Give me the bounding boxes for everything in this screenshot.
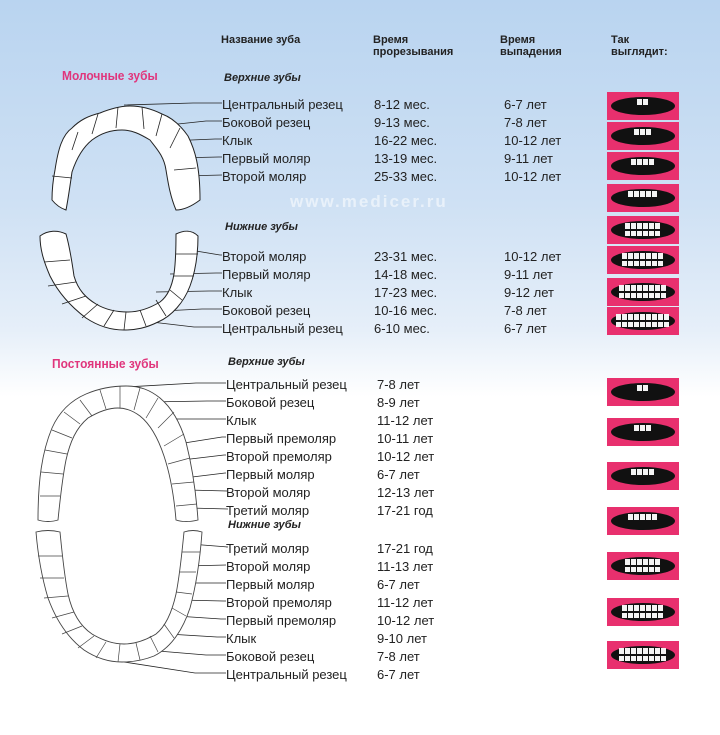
- section-title-primary: Молочные зубы: [62, 68, 158, 83]
- header-looks-like: Так выглядит:: [611, 34, 668, 58]
- loss-time: 6-7 лет: [504, 97, 547, 112]
- leader-line: [124, 662, 226, 673]
- eruption-time: 8-9 лет: [377, 395, 420, 410]
- eruption-time: 6-7 лет: [377, 577, 420, 592]
- primary-upper-arch: [52, 106, 200, 210]
- tooth-name: Клык: [222, 133, 253, 148]
- loss-time: 10-12 лет: [504, 133, 562, 148]
- loss-time: 10-12 лет: [504, 249, 562, 264]
- mouth-image: [607, 462, 679, 490]
- mouth-image: [607, 598, 679, 626]
- eruption-time: 23-31 мес.: [374, 249, 438, 264]
- eruption-time: 13-19 мес.: [374, 151, 438, 166]
- loss-time: 6-7 лет: [504, 321, 547, 336]
- mouth-image: [607, 246, 679, 274]
- tooth-name: Центральный резец: [226, 377, 347, 392]
- tooth-name: Первый премоляр: [226, 613, 337, 628]
- eruption-time: 6-7 лет: [377, 467, 420, 482]
- tooth-name: Клык: [222, 285, 253, 300]
- loss-time: 7-8 лет: [504, 115, 547, 130]
- loss-time: 9-11 лет: [504, 267, 554, 282]
- eruption-time: 17-21 год: [377, 541, 433, 556]
- leader-line: [156, 291, 222, 292]
- tooth-name: Второй премоляр: [226, 449, 332, 464]
- eruption-time: 6-7 лет: [377, 667, 420, 682]
- section-title-permanent: Постоянные зубы: [52, 356, 159, 371]
- tooth-name: Второй моляр: [226, 559, 311, 574]
- permanent-lower-label: Нижние зубы: [228, 519, 301, 531]
- header-eruption-time: Время прорезывания: [373, 34, 454, 58]
- mouth-image: [607, 641, 679, 669]
- eruption-time: 14-18 мес.: [374, 267, 438, 282]
- tooth-name: Первый моляр: [222, 151, 311, 166]
- tooth-name: Первый моляр: [226, 467, 315, 482]
- mouth-image: [607, 216, 679, 244]
- primary-lower-arch: [40, 231, 198, 330]
- loss-time: 9-12 лет: [504, 285, 554, 300]
- loss-time: 7-8 лет: [504, 303, 547, 318]
- primary-lower-label: Нижние зубы: [225, 221, 298, 233]
- mouth-image: [607, 152, 679, 180]
- eruption-time: 17-23 мес.: [374, 285, 438, 300]
- header-loss-time: Время выпадения: [500, 34, 562, 58]
- tooth-name: Боковой резец: [226, 649, 315, 664]
- tooth-name: Третий моляр: [226, 541, 310, 556]
- eruption-time: 11-12 лет: [377, 595, 434, 610]
- tooth-name: Первый моляр: [222, 267, 311, 282]
- eruption-time: 9-13 мес.: [374, 115, 430, 130]
- permanent-upper-label: Верхние зубы: [228, 356, 305, 368]
- eruption-time: 10-11 лет: [377, 431, 434, 446]
- tooth-name: Второй премоляр: [226, 595, 332, 610]
- eruption-time: 10-12 лет: [377, 613, 435, 628]
- mouth-image: [607, 184, 679, 212]
- tooth-name: Второй моляр: [226, 485, 311, 500]
- tooth-name: Первый моляр: [226, 577, 315, 592]
- eruption-time: 11-13 лет: [377, 559, 434, 574]
- eruption-time: 10-16 мес.: [374, 303, 438, 318]
- tooth-name: Боковой резец: [222, 115, 311, 130]
- mouth-image: [607, 378, 679, 406]
- tooth-name: Центральный резец: [222, 97, 343, 112]
- primary-upper-label: Верхние зубы: [224, 72, 301, 84]
- eruption-time: 6-10 мес.: [374, 321, 430, 336]
- mouth-image: [607, 418, 679, 446]
- tooth-name: Первый премоляр: [226, 431, 337, 446]
- eruption-time: 9-10 лет: [377, 631, 427, 646]
- mouth-image: [607, 307, 679, 335]
- loss-time: 9-11 лет: [504, 151, 554, 166]
- mouth-image: [607, 507, 679, 535]
- tooth-name: Клык: [226, 413, 257, 428]
- tooth-name: Центральный резец: [226, 667, 347, 682]
- leader-line: [126, 383, 226, 387]
- permanent-upper-arch: [38, 386, 198, 522]
- tooth-name: Третий моляр: [226, 503, 310, 518]
- eruption-time: 10-12 лет: [377, 449, 435, 464]
- mouth-image: [607, 552, 679, 580]
- loss-time: 10-12 лет: [504, 169, 562, 184]
- watermark: www.medicer.ru: [290, 192, 448, 211]
- eruption-time: 16-22 мес.: [374, 133, 438, 148]
- mouth-image: [607, 278, 679, 306]
- eruption-time: 8-12 мес.: [374, 97, 430, 112]
- tooth-name: Боковой резец: [222, 303, 311, 318]
- header-tooth-name: Название зуба: [221, 34, 301, 46]
- eruption-time: 17-21 год: [377, 503, 433, 518]
- mouth-image: [607, 92, 679, 120]
- tooth-name: Второй моляр: [222, 169, 307, 184]
- eruption-time: 12-13 лет: [377, 485, 435, 500]
- tooth-name: Боковой резец: [226, 395, 315, 410]
- mouth-image: [607, 122, 679, 150]
- eruption-time: 25-33 мес.: [374, 169, 438, 184]
- tooth-name: Клык: [226, 631, 257, 646]
- eruption-time: 7-8 лет: [377, 649, 420, 664]
- tooth-name: Центральный резец: [222, 321, 343, 336]
- leader-line: [124, 103, 222, 105]
- eruption-time: 11-12 лет: [377, 413, 434, 428]
- eruption-time: 7-8 лет: [377, 377, 420, 392]
- mouth-images: [607, 92, 679, 669]
- tooth-name: Второй моляр: [222, 249, 307, 264]
